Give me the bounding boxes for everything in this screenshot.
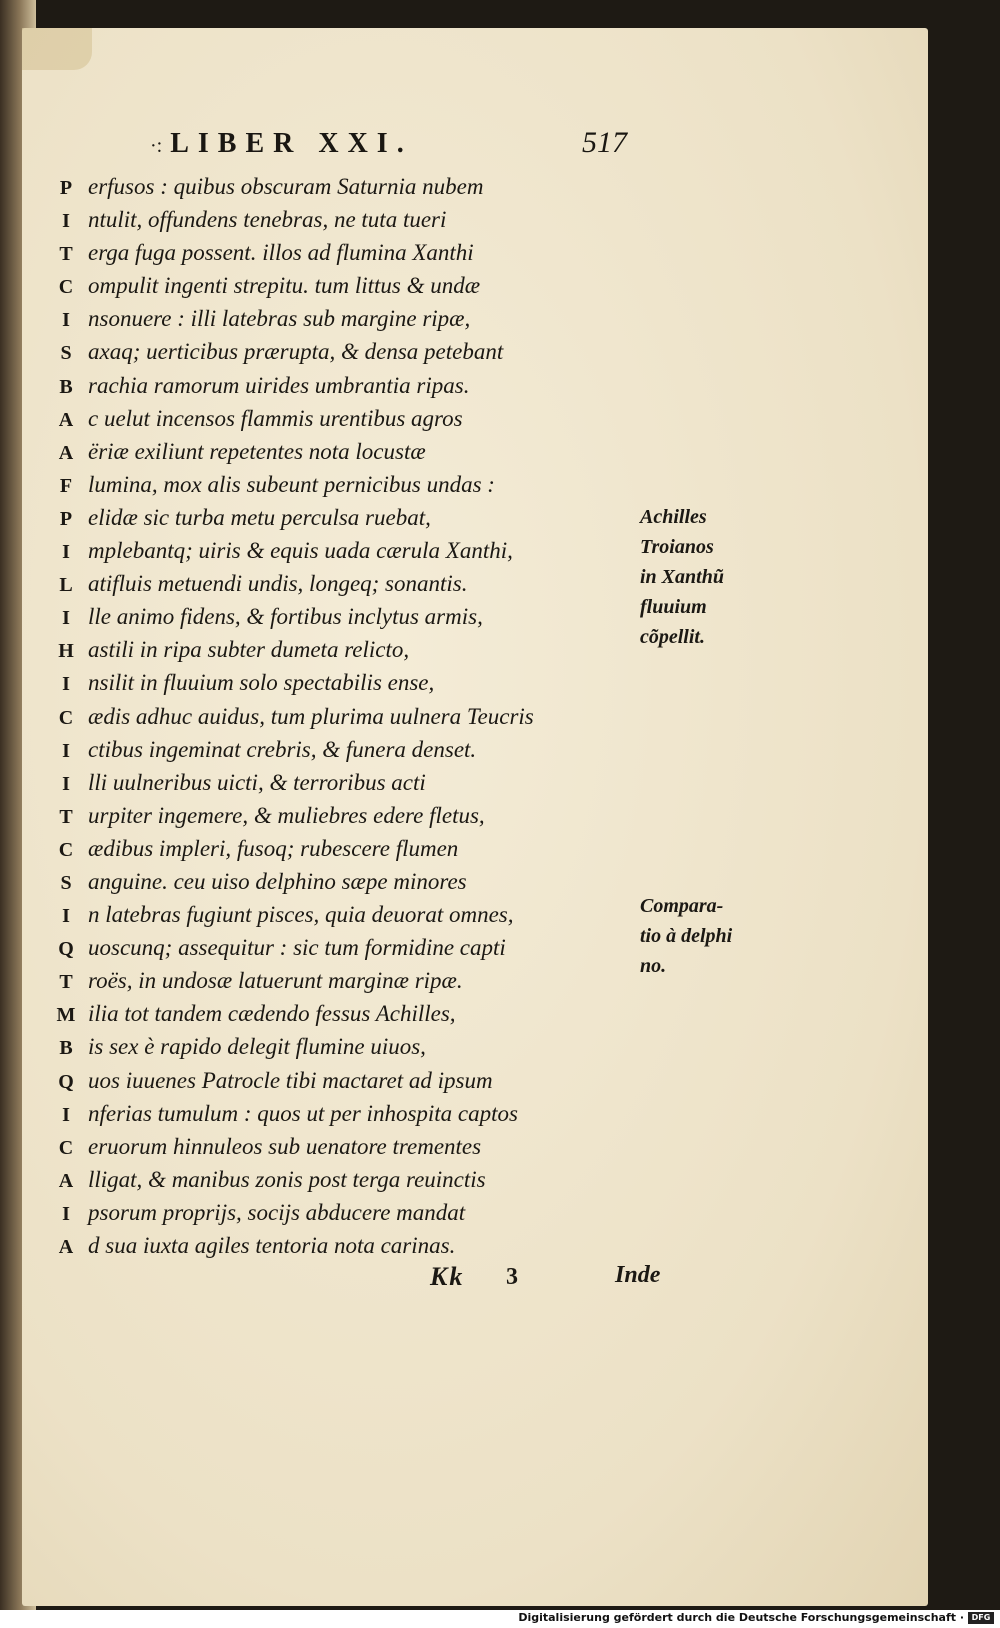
- verse-text: c uelut incensos flammis urentibus agros: [88, 405, 463, 431]
- verse-initial: S: [60, 342, 72, 365]
- verse-text: uos iuuenes Patrocle tibi mactaret ad ipsum: [88, 1067, 493, 1093]
- verse-line: [48, 269, 608, 302]
- verse-initial: C: [58, 706, 74, 729]
- verse-initial: Q: [58, 938, 74, 961]
- marginal-note-line: Troianos: [640, 536, 714, 558]
- verse-line: [48, 666, 608, 699]
- verse-text: ædis adhuc auidus, tum plurima uulnera Teucris: [88, 703, 534, 729]
- verse-initial: I: [62, 607, 70, 630]
- verse-text: n latebras fugiunt pisces, quia deuorat omnes,: [88, 902, 514, 928]
- verse-initial: I: [62, 673, 70, 696]
- marginal-note-line: fluuium: [640, 596, 707, 618]
- verse-text: ilia tot tandem cædendo fessus Achilles,: [88, 1001, 456, 1027]
- verse-line: [48, 1030, 608, 1063]
- verse-line: [48, 402, 608, 435]
- verse-text: rachia ramorum uirides umbrantia ripas.: [88, 372, 470, 398]
- verse-line: [48, 170, 608, 203]
- verse-initial: I: [62, 1202, 70, 1225]
- verse-text: elidæ sic turba metu perculsa ruebat,: [88, 504, 431, 530]
- verse-text: nferias tumulum : quos ut per inhospita captos: [88, 1100, 518, 1126]
- verse-initial: C: [58, 1136, 74, 1159]
- verse-line: [48, 567, 608, 600]
- head-ornament: ·:: [150, 135, 163, 157]
- verse-text: ëriæ exiliunt repetentes nota locustæ: [88, 438, 426, 464]
- verse-line: [48, 501, 608, 534]
- verse-text: atifluis metuendi undis, longeq; sonantis.: [88, 571, 468, 597]
- page-corner-stain: [22, 28, 92, 70]
- verse-line: [48, 766, 608, 799]
- verse-line: [48, 1163, 608, 1196]
- verse-line: [48, 1064, 608, 1097]
- verse-text: lligat, & manibus zonis post terga reuinctis: [88, 1166, 486, 1192]
- verse-initial: I: [62, 772, 70, 795]
- marginal-note-line: cõpellit.: [640, 626, 705, 648]
- verse-line: [48, 468, 608, 501]
- verse-text: uoscunq; assequitur : sic tum formidine capti: [88, 935, 506, 961]
- verse-initial: T: [59, 243, 73, 266]
- verse-line: [48, 964, 608, 997]
- verse-line: [48, 799, 608, 832]
- verse-text: lli uulneribus uicti, & terroribus acti: [88, 769, 426, 795]
- verse-text: nsilit in fluuium solo spectabilis ense,: [88, 670, 435, 696]
- verse-line: [48, 633, 608, 666]
- verse-initial: F: [59, 474, 73, 497]
- verse-line: [48, 898, 608, 931]
- verse-text: anguine. ceu uiso delphino sæpe minores: [88, 868, 467, 894]
- verse-line: [48, 832, 608, 865]
- verse-initial: I: [62, 309, 70, 332]
- verse-initial: I: [62, 541, 70, 564]
- verse-initial: B: [59, 375, 73, 398]
- verse-block: [48, 170, 608, 1262]
- verse-text: psorum proprijs, socijs abducere mandat: [88, 1199, 466, 1225]
- verse-initial: P: [59, 507, 73, 530]
- footer-bar: [0, 1610, 1000, 1628]
- verse-text: ntulit, offundens tenebras, ne tuta tueri: [88, 207, 447, 233]
- verse-text: erfusos : quibus obscuram Saturnia nubem: [88, 174, 484, 199]
- verse-line: [48, 435, 608, 468]
- verse-line: [48, 236, 608, 269]
- verse-initial: C: [58, 838, 74, 861]
- verse-initial: C: [58, 276, 74, 299]
- verse-line: [48, 931, 608, 964]
- verse-initial: P: [59, 177, 73, 199]
- verse-initial: A: [58, 408, 74, 431]
- verse-initial: L: [59, 574, 73, 597]
- verse-initial: I: [62, 905, 70, 928]
- signature-mark: Kk: [430, 1262, 465, 1291]
- verse-line: [48, 534, 608, 567]
- catchword: Inde: [615, 1262, 661, 1288]
- verse-initial: A: [58, 1169, 74, 1192]
- verse-text: is sex è rapido delegit flumine uiuos,: [88, 1034, 426, 1060]
- verse-initial: M: [56, 1004, 76, 1027]
- marginal-note-line: Compara-: [640, 895, 724, 917]
- verse-text: urpiter ingemere, & muliebres edere fletus,: [88, 802, 485, 828]
- verse-line: [48, 700, 608, 733]
- verse-text: erga fuga possent. illos ad flumina Xanthi: [88, 240, 474, 266]
- verse-text: lumina, mox alis subeunt pernicibus undas :: [88, 471, 495, 497]
- marginal-note-achilles: [640, 502, 724, 652]
- verse-initial: I: [62, 739, 70, 762]
- verse-line: [48, 1130, 608, 1163]
- verse-initial: S: [60, 871, 72, 894]
- marginal-note-line: Achilles: [640, 506, 707, 528]
- verse-line: [48, 733, 608, 766]
- verse-initial: I: [62, 210, 70, 233]
- verse-line: [48, 203, 608, 236]
- verse-initial: I: [62, 1103, 70, 1126]
- verse-line: [48, 997, 608, 1030]
- verse-line: [48, 600, 608, 633]
- verse-line: [48, 1229, 608, 1262]
- running-head-text: LIBER XXI.: [170, 128, 413, 159]
- verse-initial: B: [59, 1037, 73, 1060]
- verse-text: lle animo fidens, & fortibus inclytus armis,: [88, 604, 483, 630]
- verse-text: ctibus ingeminat crebris, & funera denset.: [88, 736, 477, 762]
- verse-initial: A: [58, 441, 74, 464]
- verse-text: astili in ripa subter dumeta relicto,: [88, 637, 410, 663]
- verse-text: eruorum hinnuleos sub uenatore trementes: [88, 1133, 482, 1159]
- page-number: 517: [582, 126, 627, 159]
- verse-text: d sua iuxta agiles tentoria nota carinas.: [88, 1233, 456, 1258]
- footer-credit: Digitalisierung gefördert durch die Deutsche Forschungsgemeinschaft ·: [518, 1611, 964, 1624]
- verse-initial: T: [59, 805, 73, 828]
- running-head: [150, 128, 413, 160]
- marginal-note-line: in Xanthũ: [640, 566, 724, 588]
- verse-line: [48, 865, 608, 898]
- verse-line: [48, 302, 608, 335]
- marginal-note-line: tio à delphi: [640, 925, 733, 947]
- marginal-note-comparatio: [640, 891, 732, 981]
- marginal-note-line: no.: [640, 955, 667, 977]
- dfg-logo: DFG: [968, 1612, 994, 1624]
- verse-line: [48, 335, 608, 368]
- verse-text: ædibus impleri, fusoq; rubescere flumen: [88, 835, 459, 861]
- verse-initial: Q: [58, 1070, 74, 1093]
- verse-initial: A: [58, 1236, 74, 1258]
- verse-text: roës, in undosæ latuerunt marginæ ripæ.: [88, 968, 463, 994]
- verse-text: ompulit ingenti strepitu. tum littus & undæ: [88, 273, 481, 299]
- verse-line: [48, 1097, 608, 1130]
- verse-text: nsonuere : illi latebras sub margine ripæ,: [88, 306, 471, 332]
- signature-number: 3: [506, 1264, 518, 1290]
- verse-text: axaq; uerticibus prærupta, & densa petebant: [88, 339, 504, 365]
- verse-initial: T: [59, 971, 73, 994]
- verse-initial: H: [58, 640, 74, 663]
- verse-line: [48, 1196, 608, 1229]
- verse-line: [48, 369, 608, 402]
- verse-text: mplebantq; uiris & equis uada cærula Xanthi,: [88, 538, 513, 564]
